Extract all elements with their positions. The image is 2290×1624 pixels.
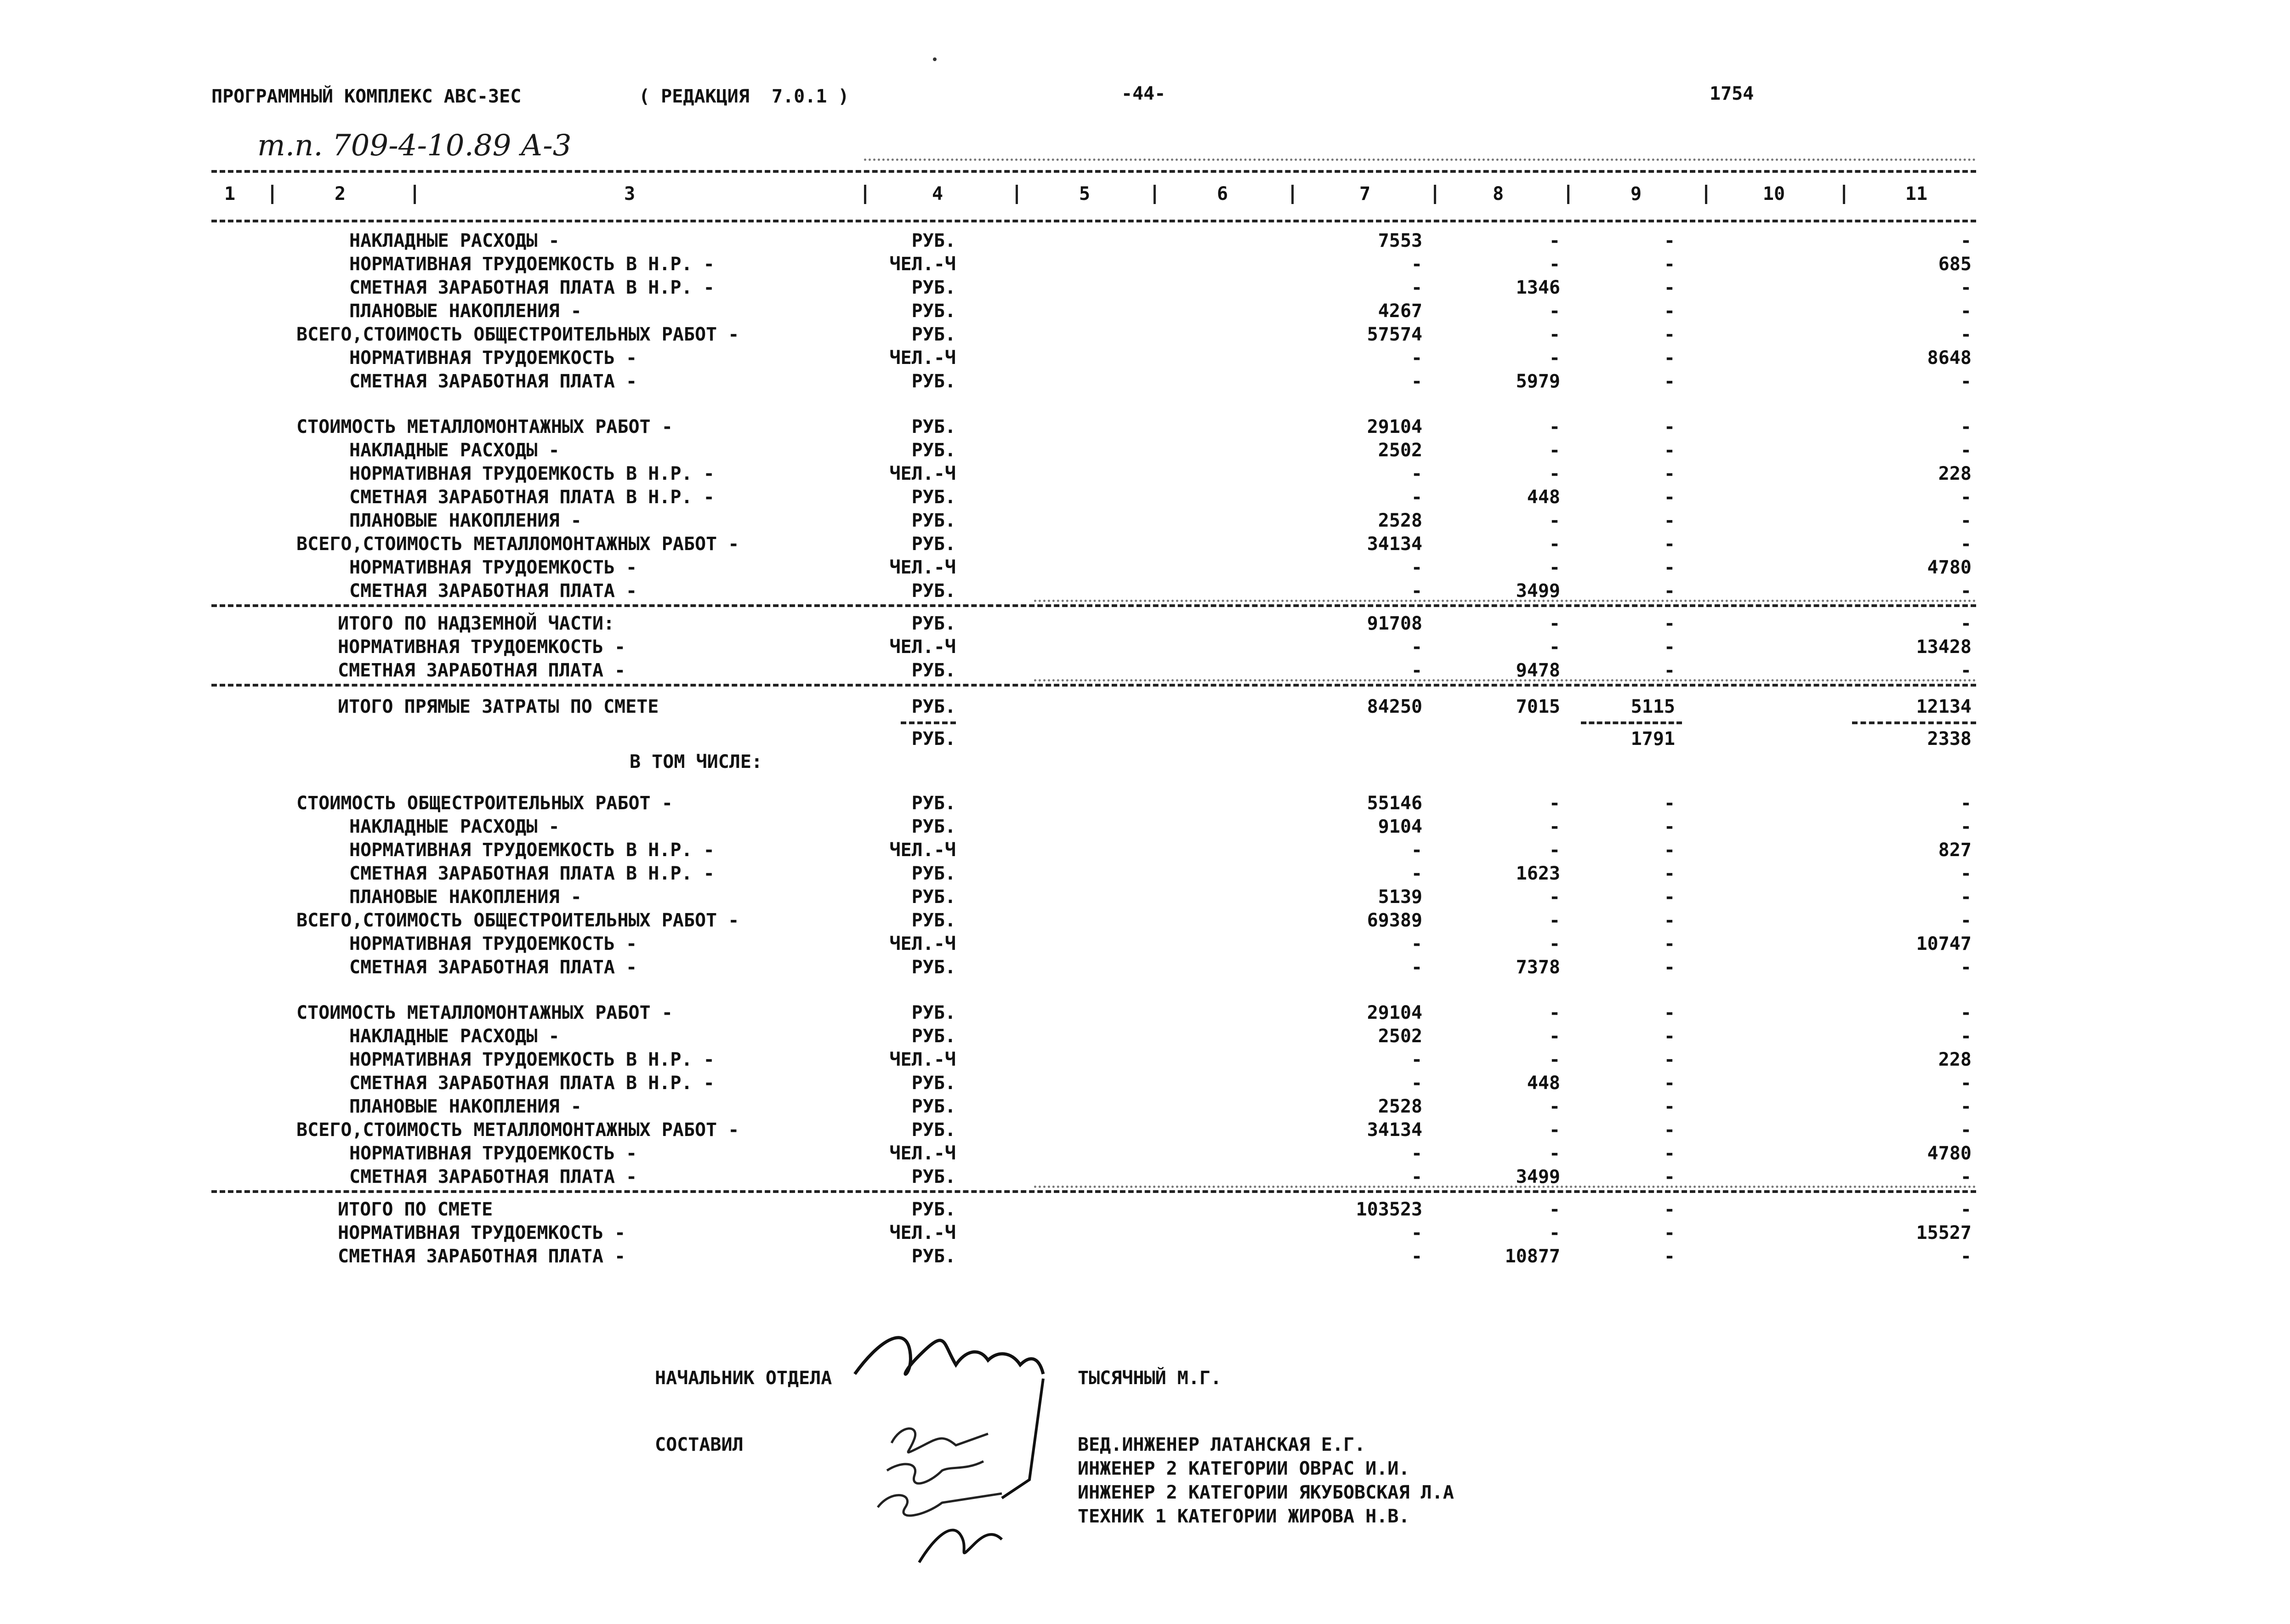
row-label: НОРМАТИВНАЯ ТРУДОЕМКОСТЬ - xyxy=(349,933,637,954)
cell-col7: - xyxy=(1411,660,1422,681)
cell-col11: - xyxy=(1960,510,1972,531)
row-unit: РУБ. xyxy=(911,1096,956,1117)
row-label: НОРМАТИВНАЯ ТРУДОЕМКОСТЬ В Н.Р. - xyxy=(349,840,715,861)
cell-col11: - xyxy=(1960,1002,1972,1023)
cell-col7: 69389 xyxy=(1367,910,1422,931)
column-number-9: 9 xyxy=(1630,183,1642,204)
cell-col9: 5115 xyxy=(1631,696,1675,717)
cell-col11: - xyxy=(1960,910,1972,931)
cell-col9: - xyxy=(1664,254,1675,275)
cell-col9: - xyxy=(1664,1096,1675,1117)
edition-label: ( РЕДАКЦИЯ 7.0.1 ) xyxy=(639,86,849,107)
row-label: ИТОГО ПО СМЕТЕ xyxy=(338,1199,493,1220)
cell-col9: - xyxy=(1664,534,1675,555)
row-unit: РУБ. xyxy=(911,793,956,814)
compiled-title: СОСТАВИЛ xyxy=(655,1434,744,1455)
cell-col7: - xyxy=(1411,1073,1422,1094)
column-number-3: 3 xyxy=(624,183,636,204)
row-label: НОРМАТИВНАЯ ТРУДОЕМКОСТЬ В Н.Р. - xyxy=(349,463,715,484)
row-unit: ЧЕЛ.-Ч xyxy=(889,463,956,484)
head-title: НАЧАЛЬНИК ОТДЕЛА xyxy=(655,1368,832,1389)
program-title: ПРОГРАММНЫЙ КОМПЛЕКС АВС-3ЕС xyxy=(211,86,522,107)
row-unit: РУБ. xyxy=(911,728,956,750)
column-number-1: 1 xyxy=(224,183,236,204)
cell-col8: 9478 xyxy=(1516,660,1560,681)
row-unit: РУБ. xyxy=(911,324,956,345)
cell-col8: - xyxy=(1549,840,1560,861)
cell-col11: 12134 xyxy=(1916,696,1972,717)
cell-col7: 4267 xyxy=(1378,301,1422,322)
row-unit: РУБ. xyxy=(911,1166,956,1187)
cell-col11: - xyxy=(1960,613,1972,634)
cell-col7: - xyxy=(1411,957,1422,978)
dotted-line xyxy=(1034,679,1976,681)
dotted-line xyxy=(1034,600,1976,602)
cell-col11: - xyxy=(1960,1026,1972,1047)
row-label: СМЕТНАЯ ЗАРАБОТНАЯ ПЛАТА - xyxy=(349,371,637,392)
cell-col8: - xyxy=(1549,416,1560,437)
compiler-2: ИНЖЕНЕР 2 КАТЕГОРИИ ОВРАС И.И. xyxy=(1078,1458,1410,1479)
row-unit: РУБ. xyxy=(911,1119,956,1141)
cell-col11: 2338 xyxy=(1927,728,1972,750)
compiler-1: ВЕД.ИНЖЕНЕР ЛАТАНСКАЯ Е.Г. xyxy=(1078,1434,1366,1455)
section-rule xyxy=(211,1190,1976,1193)
cell-col11: 228 xyxy=(1938,463,1972,484)
cell-col11: - xyxy=(1960,487,1972,508)
cell-col8: - xyxy=(1549,1119,1560,1141)
row-unit: РУБ. xyxy=(911,886,956,908)
col11-rule xyxy=(1852,721,1976,724)
cell-col9: - xyxy=(1664,301,1675,322)
row-label: НОРМАТИВНАЯ ТРУДОЕМКОСТЬ - xyxy=(349,557,637,578)
column-number-10: 10 xyxy=(1762,183,1785,204)
cell-col11: - xyxy=(1960,277,1972,298)
cell-col9: - xyxy=(1664,793,1675,814)
cell-col8: - xyxy=(1549,636,1560,658)
cell-col7: - xyxy=(1411,1049,1422,1070)
row-label: НОРМАТИВНАЯ ТРУДОЕМКОСТЬ - xyxy=(338,1222,626,1244)
cell-col7: - xyxy=(1411,1246,1422,1267)
cell-col8: - xyxy=(1549,230,1560,251)
cell-col11: 8648 xyxy=(1927,347,1972,369)
row-unit: РУБ. xyxy=(911,1026,956,1047)
cell-col9: - xyxy=(1664,933,1675,954)
row-unit: ЧЕЛ.-Ч xyxy=(889,1222,956,1244)
column-separator xyxy=(1567,185,1569,204)
row-label: ВСЕГО,СТОИМОСТЬ ОБЩЕСТРОИТЕЛЬНЫХ РАБОТ - xyxy=(296,910,739,931)
signature-3 xyxy=(878,1493,1002,1516)
row-label: НОРМАТИВНАЯ ТРУДОЕМКОСТЬ - xyxy=(338,636,626,658)
cell-col8: - xyxy=(1549,463,1560,484)
cell-col8: - xyxy=(1549,1222,1560,1244)
cell-col11: - xyxy=(1960,534,1972,555)
compiler-4: ТЕХНИК 1 КАТЕГОРИИ ЖИРОВА Н.В. xyxy=(1078,1506,1410,1527)
column-separator xyxy=(1016,185,1018,204)
page-number: -44- xyxy=(1121,83,1166,104)
cell-col11: 228 xyxy=(1938,1049,1972,1070)
cell-col8: - xyxy=(1549,1143,1560,1164)
row-unit: РУБ. xyxy=(911,371,956,392)
cell-col9: - xyxy=(1664,1119,1675,1141)
cell-col8: 448 xyxy=(1527,487,1560,508)
cell-col7: - xyxy=(1411,933,1422,954)
row-unit: РУБ. xyxy=(911,580,956,602)
cell-col7: - xyxy=(1411,1143,1422,1164)
cell-col7: 57574 xyxy=(1367,324,1422,345)
cell-col11: - xyxy=(1960,324,1972,345)
row-unit: ЧЕЛ.-Ч xyxy=(889,347,956,369)
column-separator xyxy=(1705,185,1707,204)
column-number-11: 11 xyxy=(1905,183,1928,204)
cell-col8: 1346 xyxy=(1516,277,1560,298)
cell-col7: 2528 xyxy=(1378,1096,1422,1117)
cell-col7: - xyxy=(1411,371,1422,392)
cell-col8: 5979 xyxy=(1516,371,1560,392)
col9-rule xyxy=(1581,721,1682,724)
cell-col11: - xyxy=(1960,1246,1972,1267)
cell-col9: - xyxy=(1664,1026,1675,1047)
row-label: НАКЛАДНЫЕ РАСХОДЫ - xyxy=(349,230,560,251)
row-unit: ЧЕЛ.-Ч xyxy=(889,557,956,578)
cell-col8: 10877 xyxy=(1505,1246,1560,1267)
row-unit: РУБ. xyxy=(911,1199,956,1220)
cell-col9: - xyxy=(1664,660,1675,681)
cell-col11: 827 xyxy=(1938,840,1972,861)
cell-col7: - xyxy=(1411,254,1422,275)
section-rule xyxy=(211,684,1976,687)
row-label: НОРМАТИВНАЯ ТРУДОЕМКОСТЬ В Н.Р. - xyxy=(349,1049,715,1070)
row-unit: РУБ. xyxy=(911,696,956,717)
cell-col8: - xyxy=(1549,886,1560,908)
cell-col7: 29104 xyxy=(1367,1002,1422,1023)
row-unit: ЧЕЛ.-Ч xyxy=(889,840,956,861)
row-label: НАКЛАДНЫЕ РАСХОДЫ - xyxy=(349,440,560,461)
cell-col7: 84250 xyxy=(1367,696,1422,717)
row-label: СМЕТНАЯ ЗАРАБОТНАЯ ПЛАТА - xyxy=(338,660,626,681)
unit-rule xyxy=(901,721,956,724)
row-label: СМЕТНАЯ ЗАРАБОТНАЯ ПЛАТА - xyxy=(349,1166,637,1187)
row-unit: РУБ. xyxy=(911,816,956,837)
cell-col8: - xyxy=(1549,254,1560,275)
cell-col9: - xyxy=(1664,636,1675,658)
cell-col9: - xyxy=(1664,1166,1675,1187)
including-label: В ТОМ ЧИСЛЕ: xyxy=(630,751,762,772)
cell-col9: - xyxy=(1664,1049,1675,1070)
cell-col9: - xyxy=(1664,416,1675,437)
column-number-2: 2 xyxy=(334,183,346,204)
row-label: НАКЛАДНЫЕ РАСХОДЫ - xyxy=(349,816,560,837)
cell-col7: 2502 xyxy=(1378,440,1422,461)
cell-col11: - xyxy=(1960,793,1972,814)
cell-col8: 3499 xyxy=(1516,580,1560,602)
cell-col9: - xyxy=(1664,230,1675,251)
cell-col8: 7015 xyxy=(1516,696,1560,717)
cell-col7: - xyxy=(1411,636,1422,658)
row-unit: РУБ. xyxy=(911,487,956,508)
cell-col11: - xyxy=(1960,416,1972,437)
cell-col11: - xyxy=(1960,230,1972,251)
cell-col9: - xyxy=(1664,1143,1675,1164)
cell-col9: - xyxy=(1664,510,1675,531)
cell-col8: - xyxy=(1549,1026,1560,1047)
table-top-rule xyxy=(211,170,1976,173)
cell-col11: - xyxy=(1960,301,1972,322)
row-unit: РУБ. xyxy=(911,613,956,634)
row-label: СТОИМОСТЬ ОБЩЕСТРОИТЕЛЬНЫХ РАБОТ - xyxy=(296,793,673,814)
cell-col7: - xyxy=(1411,840,1422,861)
row-label: ПЛАНОВЫЕ НАКОПЛЕНИЯ - xyxy=(349,301,582,322)
cell-col11: - xyxy=(1960,660,1972,681)
cell-col11: - xyxy=(1960,580,1972,602)
cell-col7: - xyxy=(1411,1166,1422,1187)
cell-col7: - xyxy=(1411,557,1422,578)
cell-col7: 91708 xyxy=(1367,613,1422,634)
row-label: НАКЛАДНЫЕ РАСХОДЫ - xyxy=(349,1026,560,1047)
column-separator xyxy=(1434,185,1436,204)
cell-col7: 5139 xyxy=(1378,886,1422,908)
cell-col11: - xyxy=(1960,1096,1972,1117)
cell-col9: - xyxy=(1664,886,1675,908)
cell-col11: - xyxy=(1960,1119,1972,1141)
row-label: СМЕТНАЯ ЗАРАБОТНАЯ ПЛАТА - xyxy=(349,580,637,602)
cell-col7: - xyxy=(1411,347,1422,369)
cell-col8: - xyxy=(1549,1096,1560,1117)
cell-col7: - xyxy=(1411,1222,1422,1244)
cell-col11: 4780 xyxy=(1927,1143,1972,1164)
row-unit: ЧЕЛ.-Ч xyxy=(889,1049,956,1070)
cell-col9: - xyxy=(1664,487,1675,508)
row-unit: РУБ. xyxy=(911,230,956,251)
cell-col7: 103523 xyxy=(1356,1199,1422,1220)
cell-col8: 1623 xyxy=(1516,863,1560,884)
row-unit: РУБ. xyxy=(911,863,956,884)
row-label: ПЛАНОВЫЕ НАКОПЛЕНИЯ - xyxy=(349,886,582,908)
column-separator xyxy=(414,185,416,204)
row-unit: РУБ. xyxy=(911,957,956,978)
row-label: СМЕТНАЯ ЗАРАБОТНАЯ ПЛАТА В Н.Р. - xyxy=(349,487,715,508)
column-number-4: 4 xyxy=(932,183,943,204)
row-label: НОРМАТИВНАЯ ТРУДОЕМКОСТЬ В Н.Р. - xyxy=(349,254,715,275)
row-label: СМЕТНАЯ ЗАРАБОТНАЯ ПЛАТА В Н.Р. - xyxy=(349,277,715,298)
row-unit: РУБ. xyxy=(911,1002,956,1023)
cell-col11: 10747 xyxy=(1916,933,1972,954)
table-header-rule xyxy=(211,220,1976,222)
document-number: 1754 xyxy=(1710,83,1754,104)
cell-col7: 55146 xyxy=(1367,793,1422,814)
cell-col9: - xyxy=(1664,910,1675,931)
column-number-8: 8 xyxy=(1492,183,1504,204)
cell-col8: - xyxy=(1549,557,1560,578)
cell-col9: - xyxy=(1664,957,1675,978)
cell-col11: - xyxy=(1960,1199,1972,1220)
cell-col9: - xyxy=(1664,863,1675,884)
cell-col11: - xyxy=(1960,440,1972,461)
cell-col8: - xyxy=(1549,301,1560,322)
cell-col7: - xyxy=(1411,277,1422,298)
cell-col11: 13428 xyxy=(1916,636,1972,658)
row-label: СМЕТНАЯ ЗАРАБОТНАЯ ПЛАТА - xyxy=(349,957,637,978)
handwritten-reference: т.п. 709-4-10.89 А-3 xyxy=(257,129,572,163)
column-number-5: 5 xyxy=(1079,183,1091,204)
cell-col9: - xyxy=(1664,277,1675,298)
row-unit: ЧЕЛ.-Ч xyxy=(889,636,956,658)
cell-col8: - xyxy=(1549,613,1560,634)
row-label: НОРМАТИВНАЯ ТРУДОЕМКОСТЬ - xyxy=(349,347,637,369)
row-label: ВСЕГО,СТОИМОСТЬ ОБЩЕСТРОИТЕЛЬНЫХ РАБОТ - xyxy=(296,324,739,345)
cell-col9: - xyxy=(1664,1222,1675,1244)
cell-col8: - xyxy=(1549,510,1560,531)
cell-col8: - xyxy=(1549,324,1560,345)
signature-head xyxy=(855,1338,1043,1374)
signature-bracket xyxy=(1002,1379,1043,1498)
row-unit: РУБ. xyxy=(911,301,956,322)
row-label: ВСЕГО,СТОИМОСТЬ МЕТАЛЛОМОНТАЖНЫХ РАБОТ - xyxy=(296,534,739,555)
cell-col11: 685 xyxy=(1938,254,1972,275)
cell-col7: 2528 xyxy=(1378,510,1422,531)
column-separator xyxy=(1154,185,1156,204)
column-separator xyxy=(271,185,273,204)
row-unit: РУБ. xyxy=(911,416,956,437)
cell-col9: - xyxy=(1664,1002,1675,1023)
cell-col7: - xyxy=(1411,463,1422,484)
column-separator xyxy=(1291,185,1294,204)
cell-col7: - xyxy=(1411,863,1422,884)
row-unit: РУБ. xyxy=(911,660,956,681)
row-unit: РУБ. xyxy=(911,510,956,531)
signature-2 xyxy=(887,1461,983,1483)
cell-col9: - xyxy=(1664,613,1675,634)
row-unit: ЧЕЛ.-Ч xyxy=(889,254,956,275)
cell-col8: - xyxy=(1549,816,1560,837)
cell-col11: - xyxy=(1960,371,1972,392)
cell-col11: - xyxy=(1960,816,1972,837)
cell-col7: - xyxy=(1411,580,1422,602)
cell-col9: - xyxy=(1664,1199,1675,1220)
cell-col11: - xyxy=(1960,957,1972,978)
signature-1 xyxy=(892,1429,988,1453)
section-rule xyxy=(211,604,1976,607)
column-separator xyxy=(864,185,866,204)
cell-col9: - xyxy=(1664,840,1675,861)
row-unit: ЧЕЛ.-Ч xyxy=(889,933,956,954)
column-separator xyxy=(1843,185,1845,204)
cell-col9: - xyxy=(1664,580,1675,602)
cell-col8: - xyxy=(1549,1199,1560,1220)
direct-costs-label: ИТОГО ПРЯМЫЕ ЗАТРАТЫ ПО СМЕТЕ xyxy=(338,696,659,717)
cell-col8: - xyxy=(1549,910,1560,931)
cell-col8: - xyxy=(1549,534,1560,555)
handwritten-signatures xyxy=(850,1323,1080,1599)
row-unit: ЧЕЛ.-Ч xyxy=(889,1143,956,1164)
cell-col11: - xyxy=(1960,1073,1972,1094)
column-number-7: 7 xyxy=(1359,183,1371,204)
row-unit: РУБ. xyxy=(911,534,956,555)
row-unit: РУБ. xyxy=(911,1246,956,1267)
row-label: ВСЕГО,СТОИМОСТЬ МЕТАЛЛОМОНТАЖНЫХ РАБОТ - xyxy=(296,1119,739,1141)
cell-col8: - xyxy=(1549,793,1560,814)
cell-col8: 3499 xyxy=(1516,1166,1560,1187)
cell-col8: 7378 xyxy=(1516,957,1560,978)
cell-col8: 448 xyxy=(1527,1073,1560,1094)
cell-col8: - xyxy=(1549,1049,1560,1070)
cell-col9: - xyxy=(1664,463,1675,484)
cell-col9: 1791 xyxy=(1631,728,1675,750)
row-unit: РУБ. xyxy=(911,277,956,298)
cell-col7: 34134 xyxy=(1367,534,1422,555)
cell-col9: - xyxy=(1664,440,1675,461)
row-label: СМЕТНАЯ ЗАРАБОТНАЯ ПЛАТА - xyxy=(338,1246,626,1267)
row-label: СМЕТНАЯ ЗАРАБОТНАЯ ПЛАТА В Н.Р. - xyxy=(349,1073,715,1094)
row-label: ИТОГО ПО НАДЗЕМНОЙ ЧАСТИ: xyxy=(338,613,615,634)
cell-col7: 29104 xyxy=(1367,416,1422,437)
cell-col8: - xyxy=(1549,440,1560,461)
compiler-3: ИНЖЕНЕР 2 КАТЕГОРИИ ЯКУБОВСКАЯ Л.А xyxy=(1078,1482,1454,1503)
row-unit: РУБ. xyxy=(911,1073,956,1094)
row-unit: РУБ. xyxy=(911,440,956,461)
cell-col8: - xyxy=(1549,933,1560,954)
cell-col11: - xyxy=(1960,1166,1972,1187)
column-number-6: 6 xyxy=(1216,183,1228,204)
cell-col7: 9104 xyxy=(1378,816,1422,837)
cell-col7: 7553 xyxy=(1378,230,1422,251)
cell-col9: - xyxy=(1664,557,1675,578)
cell-col11: - xyxy=(1960,886,1972,908)
row-unit: РУБ. xyxy=(911,910,956,931)
row-label: СТОИМОСТЬ МЕТАЛЛОМОНТАЖНЫХ РАБОТ - xyxy=(296,416,673,437)
cell-col9: - xyxy=(1664,371,1675,392)
ink-speck xyxy=(933,57,937,61)
cell-col11: 15527 xyxy=(1916,1222,1972,1244)
row-label: СМЕТНАЯ ЗАРАБОТНАЯ ПЛАТА В Н.Р. - xyxy=(349,863,715,884)
signature-4 xyxy=(919,1530,1002,1562)
cell-col7: - xyxy=(1411,487,1422,508)
head-name: ТЫСЯЧНЫЙ М.Г. xyxy=(1078,1368,1222,1389)
cell-col8: - xyxy=(1549,347,1560,369)
cell-col11: - xyxy=(1960,863,1972,884)
cell-col9: - xyxy=(1664,347,1675,369)
row-label: ПЛАНОВЫЕ НАКОПЛЕНИЯ - xyxy=(349,1096,582,1117)
cell-col8: - xyxy=(1549,1002,1560,1023)
row-label: ПЛАНОВЫЕ НАКОПЛЕНИЯ - xyxy=(349,510,582,531)
row-label: СТОИМОСТЬ МЕТАЛЛОМОНТАЖНЫХ РАБОТ - xyxy=(296,1002,673,1023)
cell-col9: - xyxy=(1664,1246,1675,1267)
cell-col9: - xyxy=(1664,324,1675,345)
cell-col11: 4780 xyxy=(1927,557,1972,578)
row-label: НОРМАТИВНАЯ ТРУДОЕМКОСТЬ - xyxy=(349,1143,637,1164)
cell-col7: 2502 xyxy=(1378,1026,1422,1047)
cell-col7: 34134 xyxy=(1367,1119,1422,1141)
dotted-line xyxy=(1034,1186,1976,1188)
cell-col9: - xyxy=(1664,816,1675,837)
dotted-line xyxy=(864,159,1976,161)
cell-col9: - xyxy=(1664,1073,1675,1094)
